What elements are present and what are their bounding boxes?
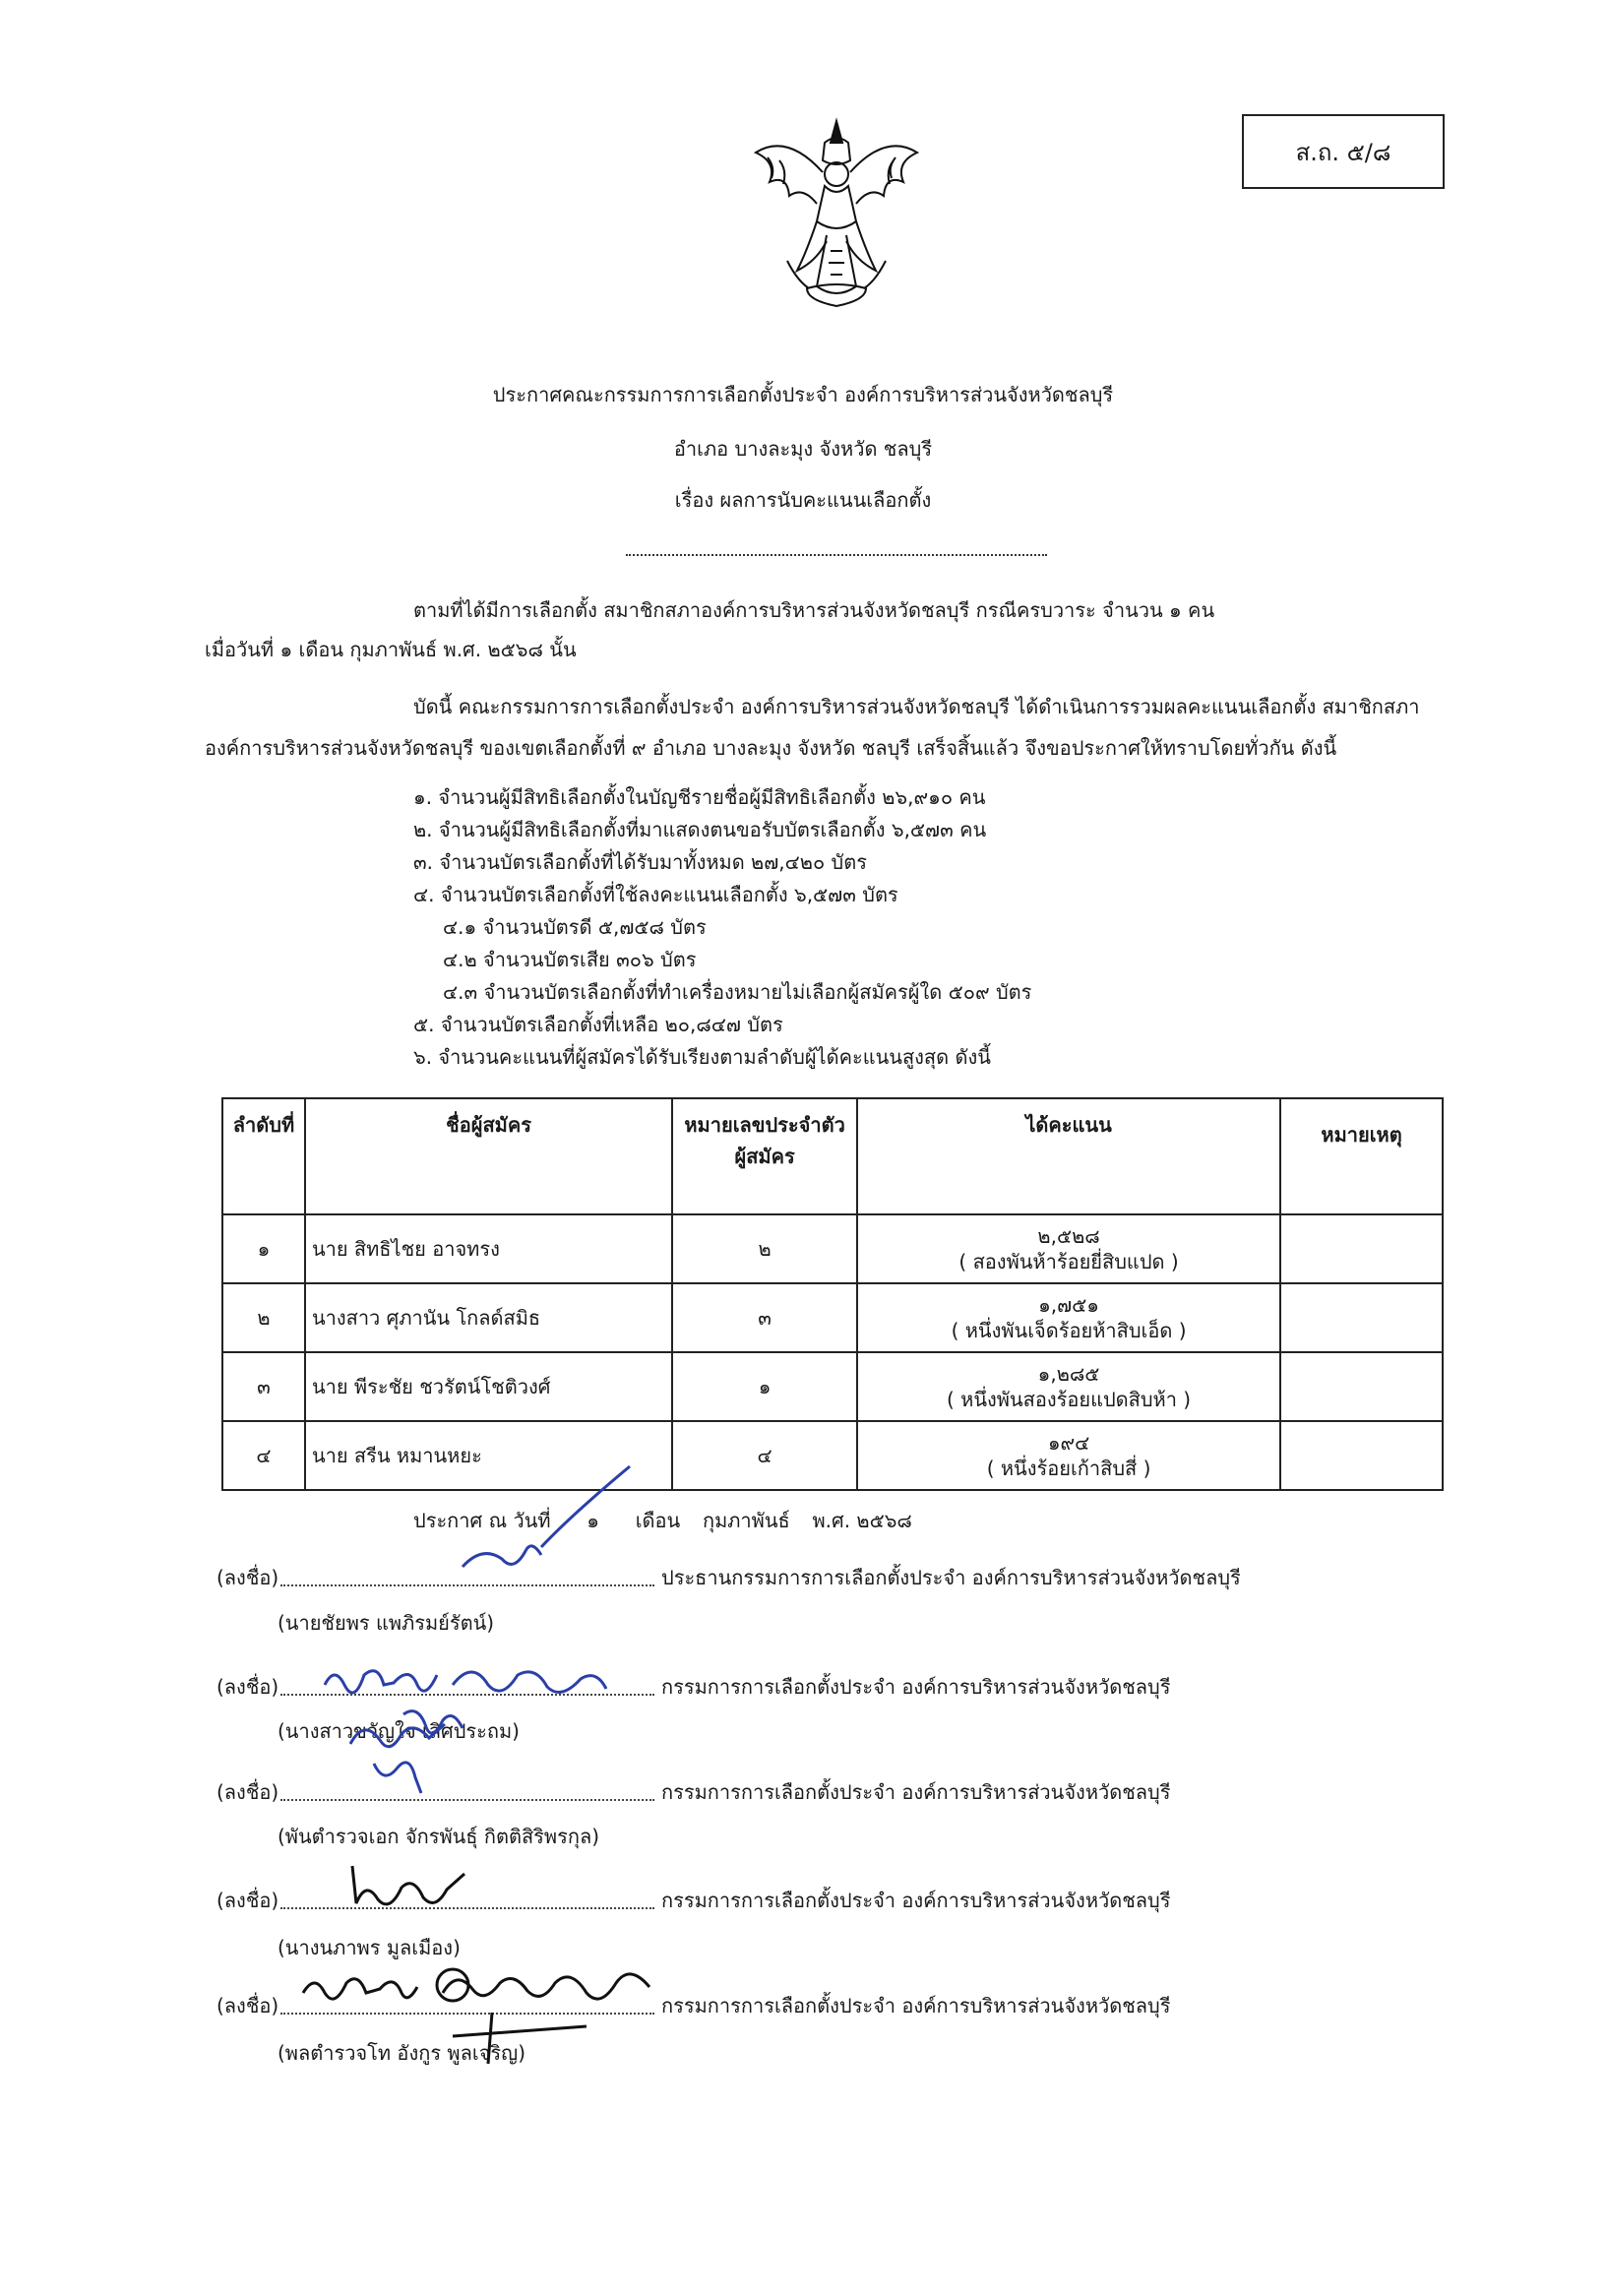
header-rank: ลำดับที่: [222, 1098, 305, 1214]
form-code: ส.ถ. ๕/๘: [1295, 138, 1391, 166]
sign-label-3: (ลงชื่อ): [216, 1780, 279, 1804]
row-score-text: ( หนึ่งพันสองร้อยแปดสิบห้า ): [946, 1388, 1192, 1411]
signature-5-icon: [295, 1954, 679, 2072]
announce-month-label: เดือน: [635, 1509, 681, 1532]
item-4-2: ๔.๒ จำนวนบัตรเสีย ๓๐๖ บัตร: [443, 948, 697, 971]
row-score-value: ๑,๒๘๕: [1037, 1362, 1100, 1386]
row-score: [857, 1352, 1280, 1421]
sign-line-3: [280, 1797, 654, 1801]
sign-role-2: กรรมการการเลือกตั้งประจำ องค์การบริหารส่วนจังหวัดชลบุรี: [661, 1675, 1171, 1699]
para1-line2: เมื่อวันที่ ๑ เดือน กุมภาพันธ์ พ.ศ. ๒๕๖๘ นั้น: [205, 638, 577, 661]
sign-role-4: กรรมการการเลือกตั้งประจำ องค์การบริหารส่วนจังหวัดชลบุรี: [661, 1889, 1171, 1912]
item-3: ๓. จำนวนบัตรเลือกตั้งที่ได้รับมาทั้งหมด ๒๗,๔๒๐ บัตร: [413, 850, 867, 874]
header-divider: [626, 548, 1047, 556]
row-note: [1280, 1283, 1443, 1352]
row-name: นาย พีระชัย ชวรัตน์โชติวงศ์: [305, 1352, 672, 1421]
row-number: ๔: [672, 1421, 857, 1490]
results-table: [221, 1097, 1444, 1491]
sign-role-3: กรรมการการเลือกตั้งประจำ องค์การบริหารส่วนจังหวัดชลบุรี: [661, 1780, 1171, 1804]
row-score-text: ( หนึ่งพันเจ็ดร้อยห้าสิบเอ็ด ): [951, 1319, 1187, 1342]
row-rank: ๓: [222, 1352, 305, 1421]
announce-day: ๑: [587, 1509, 599, 1532]
sign-name-5: (พลตำรวจโท อังกูร พูลเจริญ): [278, 2041, 526, 2065]
header-note: หมายเหตุ: [1280, 1098, 1443, 1214]
sign-name-1: (นายชัยพร แพภิรมย์รัตน์): [278, 1611, 495, 1635]
row-score: [857, 1421, 1280, 1490]
sign-name-2: (นางสาวขวัญใจ เลิศประถม): [278, 1719, 520, 1743]
sign-name-4: (นางนภาพร มูลเมือง): [278, 1936, 461, 1959]
sign-label-1: (ลงชื่อ): [216, 1566, 279, 1589]
row-number: ๓: [672, 1283, 857, 1352]
row-number: ๒: [672, 1214, 857, 1283]
sign-name-3: (พันตำรวจเอก จักรพันธุ์ กิตติสิริพรกุล): [278, 1825, 600, 1848]
sign-role-1: ประธานกรรมการการเลือกตั้งประจำ องค์การบริหารส่วนจังหวัดชลบุรี: [661, 1566, 1241, 1589]
row-score-text: ( หนึ่งร้อยเก้าสิบสี่ ): [986, 1457, 1151, 1480]
header-title: ประกาศคณะกรรมการการเลือกตั้งประจำ องค์การบริหารส่วนจังหวัดชลบุรี: [492, 383, 1114, 406]
announce-prefix: ประกาศ ณ วันที่: [413, 1509, 551, 1532]
row-number: ๑: [672, 1352, 857, 1421]
row-note: [1280, 1421, 1443, 1490]
header-name: ชื่อผู้สมัคร: [305, 1098, 672, 1214]
header-district: อำเภอ บางละมุง จังหวัด ชลบุรี: [673, 437, 933, 461]
para2-line1: บัดนี้ คณะกรรมการการเลือกตั้งประจำ องค์การบริหารส่วนจังหวัดชลบุรี ได้ดำเนินการรวมผลคะแนนเลือกตั้ง สมาชิกสภา: [413, 695, 1420, 718]
announce-month: กุมภาพันธ์: [702, 1509, 790, 1532]
item-4-3: ๔.๓ จำนวนบัตรเลือกตั้งที่ทำเครื่องหมายไม่เลือกผู้สมัครผู้ใด ๕๐๙ บัตร: [443, 980, 1032, 1004]
sign-label-2: (ลงชื่อ): [216, 1675, 279, 1699]
row-note: [1280, 1214, 1443, 1283]
item-2: ๒. จำนวนผู้มีสิทธิเลือกตั้งที่มาแสดงตนขอรับบัตรเลือกตั้ง ๖,๕๗๓ คน: [413, 818, 987, 841]
row-rank: ๒: [222, 1283, 305, 1352]
item-4-1: ๔.๑ จำนวนบัตรดี ๕,๗๕๘ บัตร: [443, 915, 707, 939]
para1-line1: ตามที่ได้มีการเลือกตั้ง สมาชิกสภาองค์การบริหารส่วนจังหวัดชลบุรี กรณีครบวาระ จำนวน ๑ คน: [413, 598, 1215, 622]
signature-1-icon: [423, 1457, 649, 1594]
table-row: [222, 1214, 1443, 1283]
header-number: [672, 1098, 857, 1214]
table-row: [222, 1283, 1443, 1352]
row-name: นาย สรีน หมานหยะ: [305, 1421, 672, 1490]
sign-label-5: (ลงชื่อ): [216, 1994, 279, 2017]
row-score-text: ( สองพันห้าร้อยยี่สิบแปด ): [958, 1250, 1179, 1273]
signature-4-icon: [344, 1860, 472, 1919]
announce-year: พ.ศ. ๒๕๖๘: [812, 1509, 912, 1532]
header-subject: เรื่อง ผลการนับคะแนนเลือกตั้ง: [674, 488, 932, 512]
item-5: ๕. จำนวนบัตรเลือกตั้งที่เหลือ ๒๐,๘๔๗ บัตร: [413, 1013, 783, 1036]
item-6: ๖. จำนวนคะแนนที่ผู้สมัครได้รับเรียงตามลำดับผู้ได้คะแนนสูงสุด ดังนี้: [413, 1045, 991, 1069]
row-name: นาย สิทธิไชย อาจทรง: [305, 1214, 672, 1283]
sign-role-5: กรรมการการเลือกตั้งประจำ องค์การบริหารส่วนจังหวัดชลบุรี: [661, 1994, 1171, 2017]
row-note: [1280, 1352, 1443, 1421]
sign-label-4: (ลงชื่อ): [216, 1889, 279, 1912]
table-row: [222, 1352, 1443, 1421]
row-name: นางสาว ศุภานัน โกลด์สมิธ: [305, 1283, 672, 1352]
table-header-row: [222, 1098, 1443, 1214]
item-4: ๔. จำนวนบัตรเลือกตั้งที่ใช้ลงคะแนนเลือกตั้ง ๖,๕๗๓ บัตร: [413, 883, 898, 906]
row-score: [857, 1283, 1280, 1352]
row-score-value: ๑๙๔: [1047, 1431, 1090, 1455]
row-rank: ๑: [222, 1214, 305, 1283]
header-number-line2: ผู้สมัคร: [734, 1145, 795, 1168]
row-score-value: ๑,๗๕๑: [1038, 1293, 1100, 1317]
header-score: ได้คะแนน: [857, 1098, 1280, 1214]
para2-line2: องค์การบริหารส่วนจังหวัดชลบุรี ของเขตเลือกตั้งที่ ๙ อำเภอ บางละมุง จังหวัด ชลบุรี เสร็จสิ้นแล้ว จึงขอประกาศให้ทราบโดยทั่วกัน ดังนี้: [205, 736, 1337, 760]
signature-3-icon: [344, 1705, 453, 1803]
row-score-value: ๒,๕๒๘: [1037, 1224, 1100, 1248]
garuda-emblem-icon: [748, 113, 925, 310]
header-number-line1: หมายเลขประจำตัว: [684, 1113, 845, 1137]
row-rank: ๔: [222, 1421, 305, 1490]
item-1: ๑. จำนวนผู้มีสิทธิเลือกตั้งในบัญชีรายชื่อผู้มีสิทธิเลือกตั้ง ๒๖,๙๑๐ คน: [413, 785, 986, 809]
form-code-box: [1242, 114, 1445, 189]
row-score: [857, 1214, 1280, 1283]
table-row: [222, 1421, 1443, 1490]
